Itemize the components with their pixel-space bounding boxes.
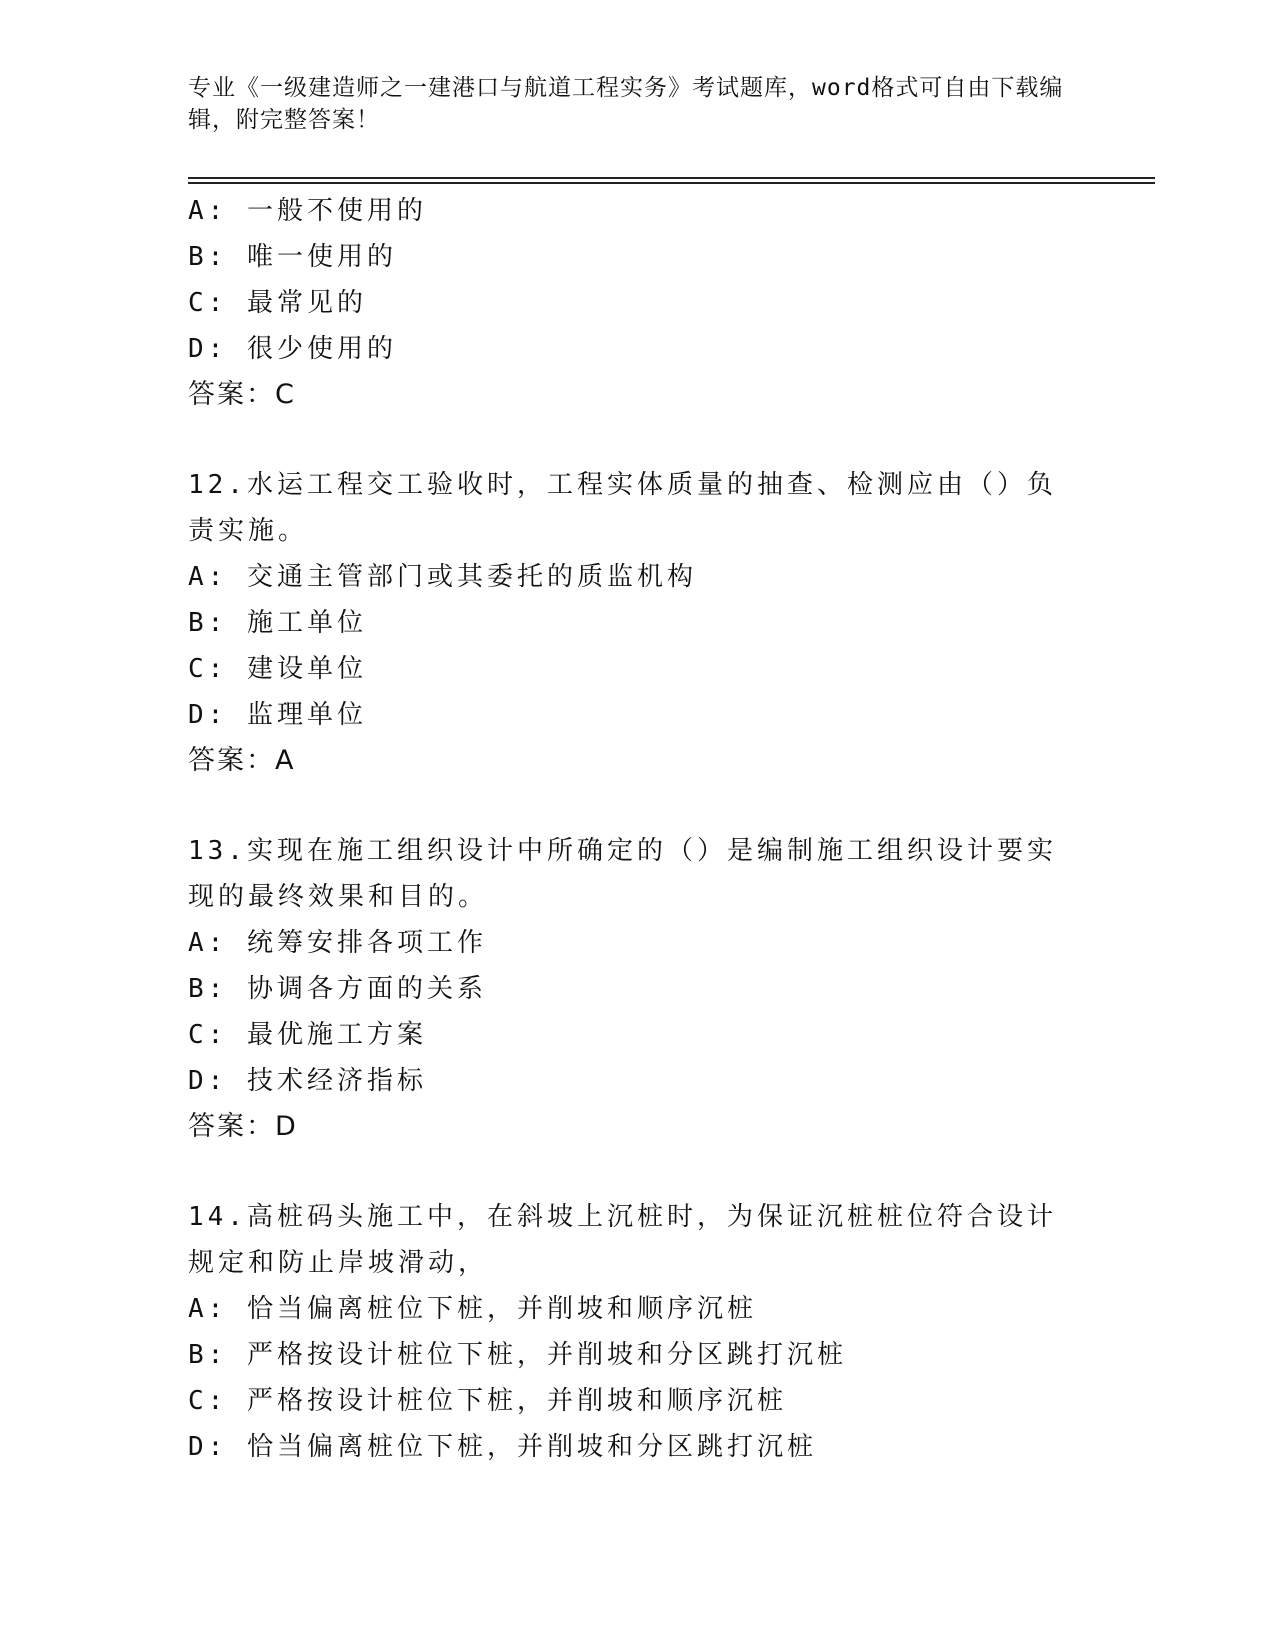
option-d: D: 恰当偏离桩位下桩，并削坡和分区跳打沉桩 [188,1432,817,1462]
question-block-11 [188,188,1088,418]
option-b: B: 严格按设计桩位下桩，并削坡和分区跳打沉桩 [188,1340,847,1370]
document-header: 专业《一级建造师之一建港口与航道工程实务》考试题库，word格式可自由下载编辑，附完整答案！ [188,75,1064,133]
question-text: 12.水运工程交工验收时，工程实体质量的抽查、检测应由（）负责实施。 [188,470,1057,546]
option-d: D: 很少使用的 [188,334,397,364]
answer-line: 答案：C [188,379,296,410]
answer-line: 答案：A [188,745,296,776]
option-c: C: 严格按设计桩位下桩，并削坡和顺序沉桩 [188,1386,787,1416]
question-block-12 [188,462,1088,784]
option-a: A: 恰当偏离桩位下桩，并削坡和顺序沉桩 [188,1294,757,1324]
option-d: D: 技术经济指标 [188,1066,427,1096]
option-b: B: 唯一使用的 [188,242,397,272]
option-a: A: 统筹安排各项工作 [188,928,487,958]
option-b: B: 施工单位 [188,608,367,638]
answer-line: 答案：D [188,1111,298,1142]
option-c: C: 最常见的 [188,288,367,318]
question-text: 14.高桩码头施工中，在斜坡上沉桩时，为保证沉桩桩位符合设计规定和防止岸坡滑动， [188,1202,1057,1278]
option-a: A: 交通主管部门或其委托的质监机构 [188,562,697,592]
option-a: A: 一般不使用的 [188,196,427,226]
question-block-14 [188,1194,1088,1470]
question-text: 13.实现在施工组织设计中所确定的（）是编制施工组织设计要实现的最终效果和目的。 [188,836,1057,912]
question-list [188,188,1088,1470]
option-c: C: 最优施工方案 [188,1020,427,1050]
option-d: D: 监理单位 [188,700,367,730]
option-b: B: 协调各方面的关系 [188,974,487,1004]
question-block-13 [188,828,1088,1150]
header-divider-bottom [188,182,1155,184]
option-c: C: 建设单位 [188,654,367,684]
header-divider-top [188,177,1155,179]
